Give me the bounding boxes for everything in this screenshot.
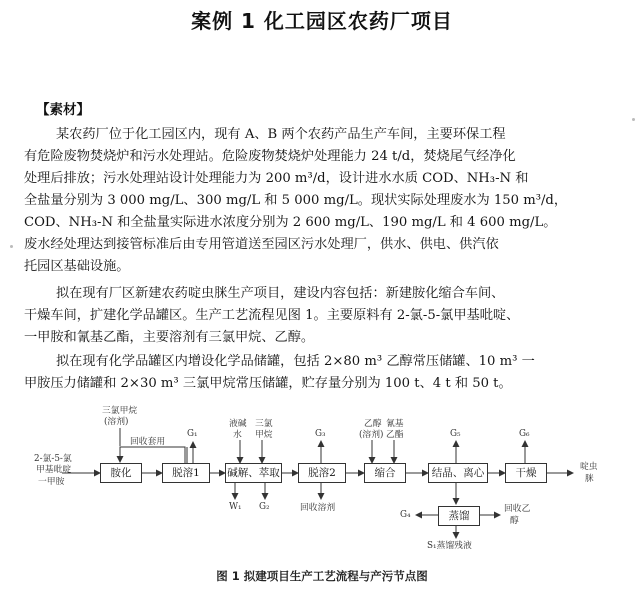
step-crystallization-centrifuge: 结晶、离心 bbox=[428, 463, 488, 483]
paragraph2-line: 干燥车间，扩建化学品罐区。生产工艺流程见图 1。主要原料有 2-氯-5-氯甲基吡啶、 bbox=[24, 308, 520, 323]
step-desolvation-1: 脱溶1 bbox=[162, 463, 210, 483]
distill-residue-label: S₁蒸馏残液 bbox=[427, 541, 472, 551]
input-label: 一甲胺 bbox=[38, 477, 65, 487]
recycle-ethanol-label: 醇 bbox=[510, 516, 519, 526]
chloroform-solvent-label: 三氯甲烷 bbox=[102, 406, 138, 416]
figure-caption: 图 1 拟建项目生产工艺流程与产污节点图 bbox=[216, 569, 428, 583]
emission-g5: G₅ bbox=[450, 429, 461, 439]
step-desolvation-2: 脱溶2 bbox=[298, 463, 346, 483]
case-title: 案例 1 化工园区农药厂项目 bbox=[191, 9, 453, 33]
input-label: 2-氯-5-氯 bbox=[34, 454, 72, 464]
paragraph2-line: 拟在现有厂区新建农药啶虫脒生产项目，建设内容包括：新建胺化缩合车间、 bbox=[56, 286, 505, 301]
cyano-ester-label: 乙酯 bbox=[386, 430, 404, 440]
recycle-reuse-label: 回收套用 bbox=[130, 437, 166, 447]
paragraph1-line: 废水经处理达到接管标准后由专用管道送至园区污水处理厂，供水、供电、供汽依 bbox=[24, 237, 499, 252]
paragraph3-line: 甲胺压力储罐和 2×30 m³ 三氯甲烷常压储罐，贮存量分别为 100 t、4 t 和 50 t。 bbox=[24, 376, 512, 391]
product-label: 脒 bbox=[585, 474, 594, 484]
step-drying: 干燥 bbox=[505, 463, 547, 483]
emission-g2: G₂ bbox=[259, 502, 270, 512]
paragraph2-line: 一甲胺和氰基乙酯，主要溶剂有三氯甲烷、乙醇。 bbox=[24, 330, 315, 345]
lye-label: 水 bbox=[233, 430, 242, 440]
step-distillation: 蒸馏 bbox=[438, 506, 480, 526]
paragraph3-line: 拟在现有化学品罐区内增设化学品储罐，包括 2×80 m³ 乙醇常压储罐、10 m³ 一 bbox=[56, 354, 535, 369]
chloroform2-label: 三氯 bbox=[255, 419, 273, 429]
paragraph1-line: 有危险废物焚烧炉和污水处理站。危险废物焚烧炉处理能力 24 t/d，焚烧尾气经净化 bbox=[24, 149, 516, 164]
step-hydrolysis-extraction: 碱解、萃取 bbox=[225, 463, 282, 483]
ethanol-solvent-label: (溶剂) bbox=[359, 430, 384, 440]
paragraph1-line: 全盐量分别为 3 000 mg/L、300 mg/L 和 5 000 mg/L。现状实际处理废水为 150 m³/d， bbox=[24, 193, 568, 208]
product-label: 啶虫 bbox=[580, 462, 598, 472]
input-label: 甲基吡啶 bbox=[36, 465, 72, 475]
emission-w1: W₁ bbox=[229, 502, 242, 512]
material-heading: 【素材】 bbox=[36, 102, 90, 118]
paragraph1-line: 处理后排放；污水处理站设计处理能力为 200 m³/d，设计进水水质 COD、NH₃-N 和 bbox=[24, 171, 529, 186]
lye-label: 液碱 bbox=[229, 419, 247, 429]
emission-g1: G₁ bbox=[187, 429, 198, 439]
ethanol-solvent-label: 乙醇 bbox=[364, 419, 382, 429]
cyano-ester-label: 氰基 bbox=[386, 419, 404, 429]
emission-g6: G₆ bbox=[519, 429, 530, 439]
step-amination: 胺化 bbox=[100, 463, 142, 483]
paragraph1-line: 托园区基础设施。 bbox=[24, 259, 130, 274]
chloroform2-label: 甲烷 bbox=[255, 430, 273, 440]
recycle-ethanol-label: 回收乙 bbox=[504, 504, 531, 514]
step-condensation: 缩合 bbox=[364, 463, 406, 483]
paragraph1-line: 某农药厂位于化工园区内，现有 A、B 两个农药产品生产车间，主要环保工程 bbox=[56, 127, 506, 142]
recycle-solvent-label: 回收溶剂 bbox=[300, 503, 336, 513]
emission-g3: G₃ bbox=[315, 429, 326, 439]
arrow-recycle-loop bbox=[120, 447, 185, 464]
chloroform-solvent-label: (溶剂) bbox=[104, 417, 129, 427]
paragraph1-line: COD、NH₃-N 和全盐量实际进水浓度分别为 2 600 mg/L、190 mg/L 和 4 600 mg/L。 bbox=[24, 215, 557, 230]
emission-g4: G₄ bbox=[400, 510, 411, 520]
